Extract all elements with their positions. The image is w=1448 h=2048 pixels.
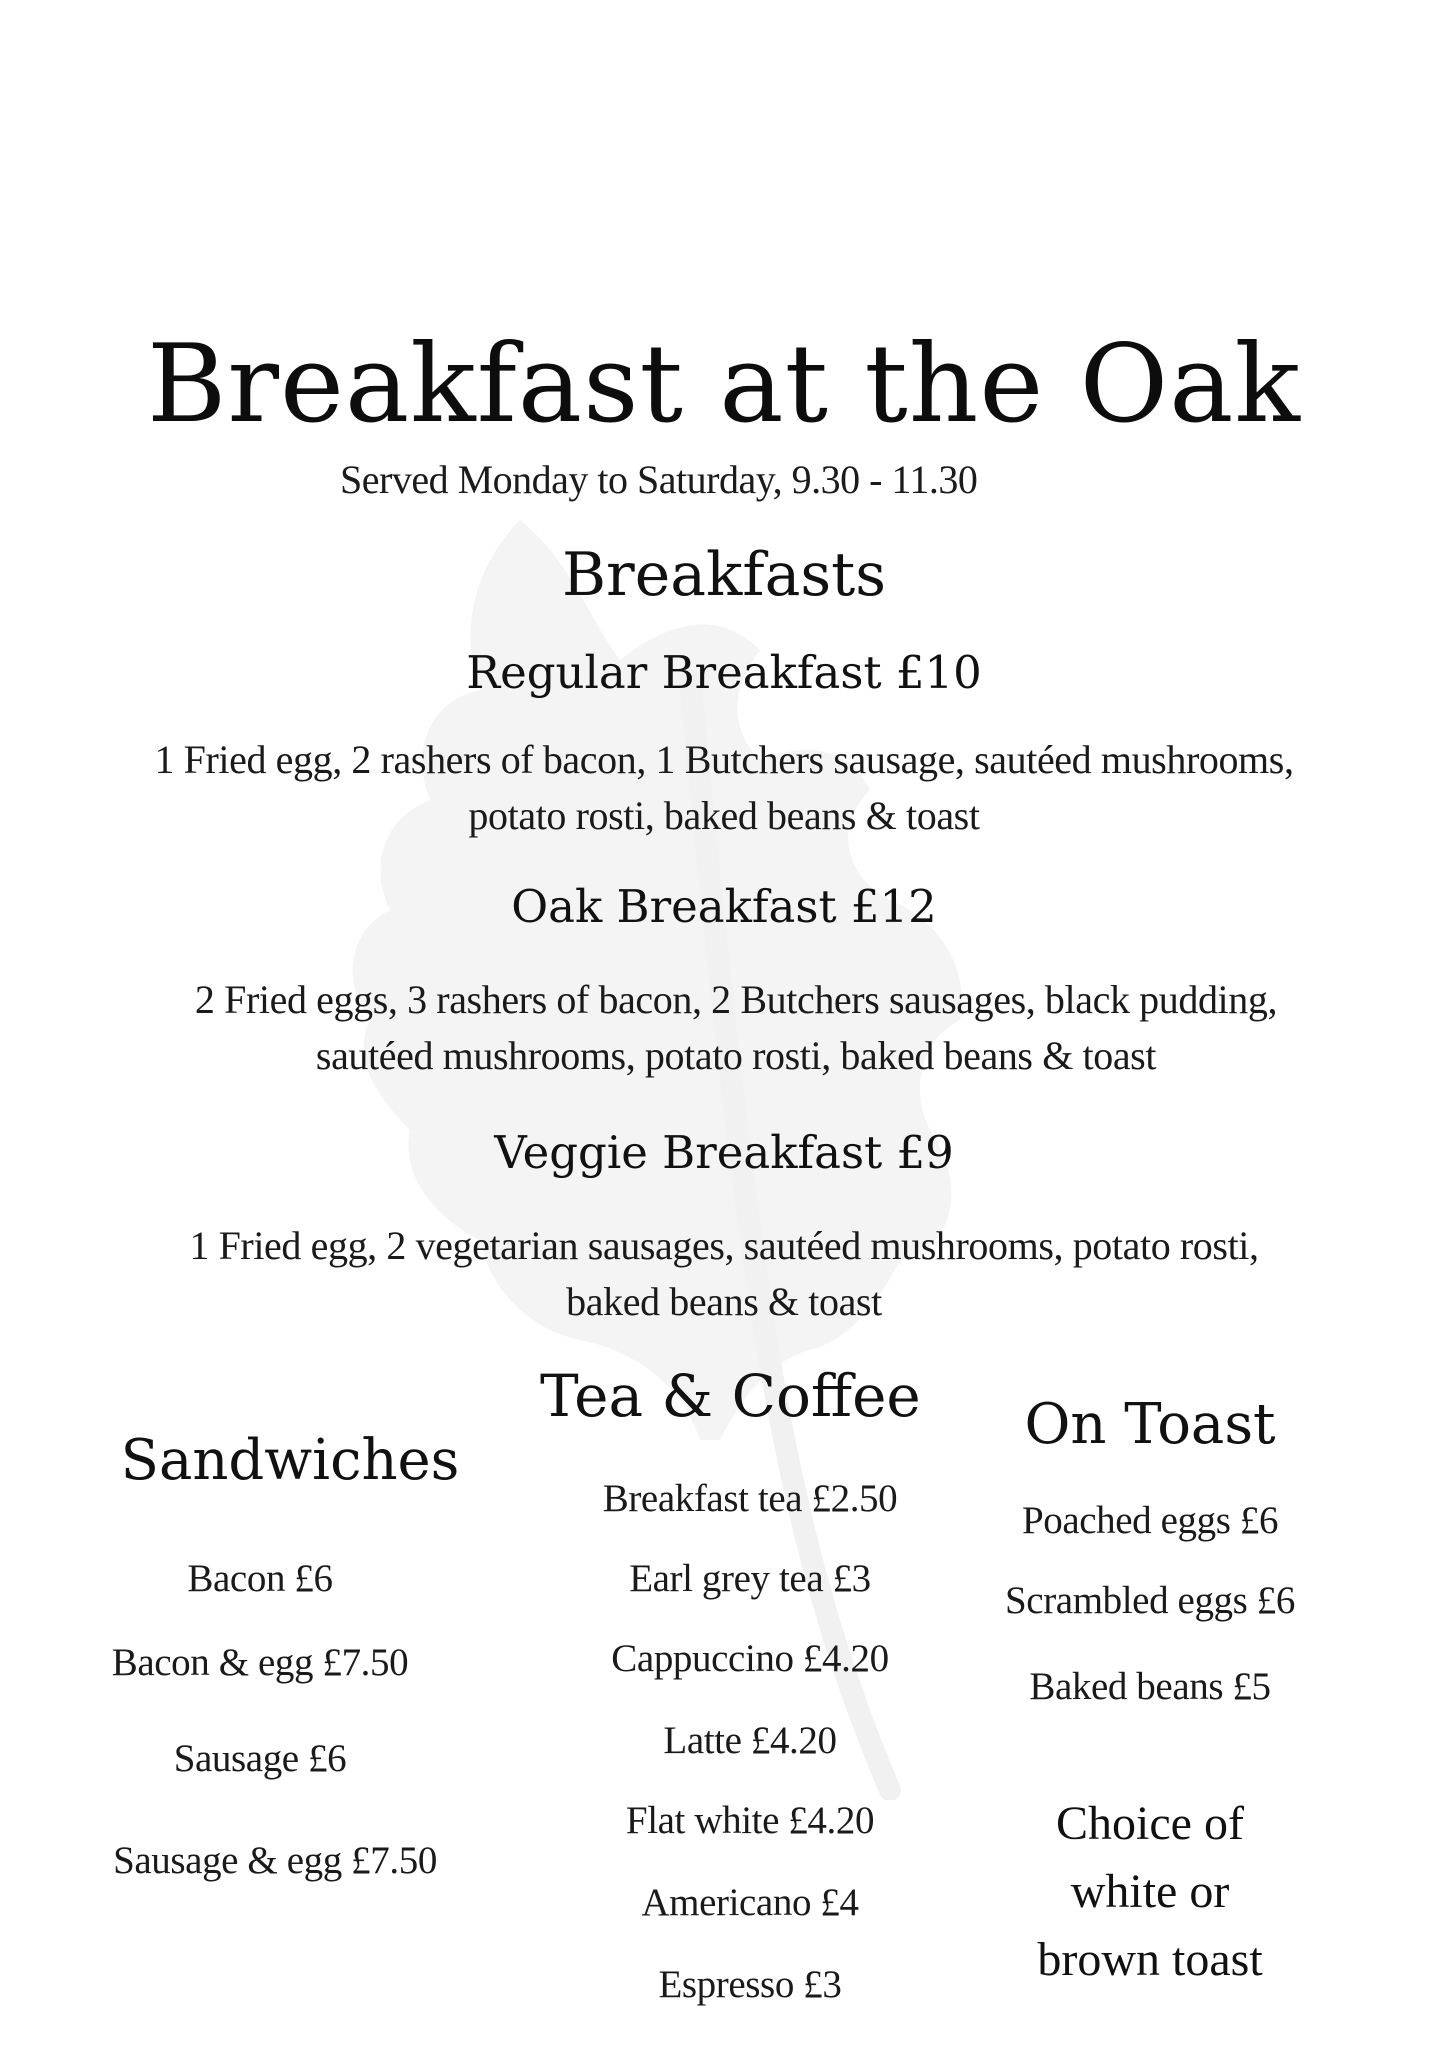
veggie-breakfast-description-line1: 1 Fried egg, 2 vegetarian sausages, sautéed mushrooms, potato rosti, — [189, 1223, 1259, 1268]
sandwich-item-bacon-egg: Bacon & egg £7.50 — [111, 1641, 409, 1684]
on-toast-item-baked-beans: Baked beans £5 — [1029, 1665, 1271, 1708]
tea-coffee-item-americano: Americano £4 — [641, 1881, 859, 1924]
regular-breakfast-title: Regular Breakfast £10 — [466, 646, 982, 699]
sandwich-item-bacon: Bacon £6 — [187, 1557, 333, 1600]
oak-breakfast-description-line2: sautéed mushrooms, potato rosti, baked beans & toast — [315, 1033, 1157, 1078]
breakfasts-heading: Breakfasts — [561, 540, 887, 610]
on-toast-item-scrambled-eggs: Scrambled eggs £6 — [1005, 1579, 1295, 1622]
oak-breakfast-title: Oak Breakfast £12 — [511, 880, 937, 933]
tea-coffee-item-breakfast-tea: Breakfast tea £2.50 — [602, 1477, 898, 1520]
sandwiches-heading: Sandwiches — [120, 1428, 460, 1493]
on-toast-heading: On Toast — [1024, 1392, 1276, 1457]
tea-coffee-item-espresso: Espresso £3 — [658, 1963, 842, 2006]
tea-coffee-item-earl-grey: Earl grey tea £3 — [629, 1557, 871, 1600]
veggie-breakfast-description-line2: baked beans & toast — [566, 1279, 882, 1324]
toast-choice-note-line1: Choice of — [1056, 1797, 1244, 1850]
on-toast-item-poached-eggs: Poached eggs £6 — [1021, 1499, 1279, 1542]
toast-choice-note-line3: brown toast — [1037, 1933, 1263, 1986]
serving-hours-subtitle: Served Monday to Saturday, 9.30 - 11.30 — [340, 457, 978, 502]
regular-breakfast-description-line1: 1 Fried egg, 2 rashers of bacon, 1 Butchers sausage, sautéed mushrooms, — [154, 737, 1294, 782]
tea-coffee-heading: Tea & Coffee — [540, 1362, 921, 1430]
toast-choice-note-line2: white or — [1070, 1865, 1230, 1918]
sandwich-item-sausage-egg: Sausage & egg £7.50 — [113, 1839, 437, 1882]
sandwich-item-sausage: Sausage £6 — [173, 1737, 347, 1780]
tea-coffee-item-latte: Latte £4.20 — [663, 1719, 837, 1762]
tea-coffee-item-flat-white: Flat white £4.20 — [625, 1799, 875, 1842]
regular-breakfast-description-line2: potato rosti, baked beans & toast — [468, 793, 980, 838]
tea-coffee-item-cappuccino: Cappuccino £4.20 — [611, 1637, 889, 1680]
oak-breakfast-description-line1: 2 Fried eggs, 3 rashers of bacon, 2 Butchers sausages, black pudding, — [194, 977, 1278, 1022]
veggie-breakfast-title: Veggie Breakfast £9 — [494, 1126, 954, 1179]
page-title: Breakfast at the Oak — [147, 322, 1301, 447]
